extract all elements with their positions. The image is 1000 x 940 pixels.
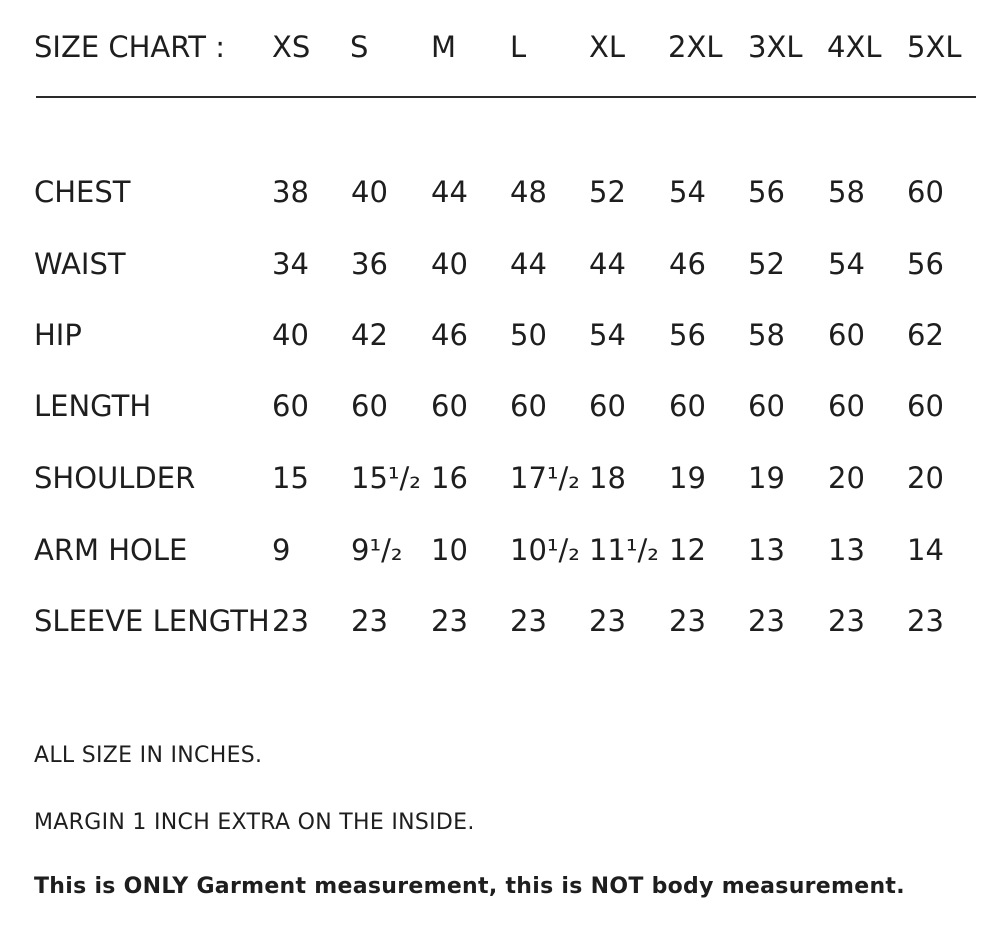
- table-cell: 40: [272, 318, 309, 352]
- table-cell: 14: [907, 533, 944, 567]
- table-cell: 17¹/₂: [510, 461, 580, 495]
- disclaimer-note: This is ONLY Garment measurement, this is NOT body measurement.: [34, 874, 905, 899]
- table-cell: 60: [907, 175, 944, 209]
- table-cell: 13: [828, 533, 865, 567]
- header-divider: [36, 96, 976, 98]
- table-cell: 23: [748, 604, 785, 638]
- table-cell: 56: [907, 247, 944, 281]
- table-cell: 44: [510, 247, 547, 281]
- table-cell: 56: [669, 318, 706, 352]
- table-cell: 23: [589, 604, 626, 638]
- table-cell: 9¹/₂: [351, 533, 403, 567]
- table-cell: 23: [272, 604, 309, 638]
- table-cell: 46: [669, 247, 706, 281]
- size-header-xs: XS: [272, 30, 311, 64]
- size-header-xl: XL: [589, 30, 626, 64]
- table-cell: 54: [828, 247, 865, 281]
- table-cell: 62: [907, 318, 944, 352]
- table-cell: 15: [272, 461, 309, 495]
- row-label-chest: CHEST: [34, 175, 131, 209]
- table-cell: 44: [431, 175, 468, 209]
- table-cell: 60: [510, 389, 547, 423]
- table-cell: 38: [272, 175, 309, 209]
- table-cell: 12: [669, 533, 706, 567]
- table-cell: 23: [351, 604, 388, 638]
- table-cell: 23: [907, 604, 944, 638]
- table-cell: 60: [669, 389, 706, 423]
- table-cell: 13: [748, 533, 785, 567]
- row-label-length: LENGTH: [34, 389, 152, 423]
- table-cell: 60: [589, 389, 626, 423]
- table-cell: 60: [748, 389, 785, 423]
- table-cell: 54: [589, 318, 626, 352]
- table-cell: 44: [589, 247, 626, 281]
- table-cell: 60: [828, 318, 865, 352]
- table-cell: 34: [272, 247, 309, 281]
- row-label-arm-hole: ARM HOLE: [34, 533, 188, 567]
- row-label-waist: WAIST: [34, 247, 126, 281]
- table-cell: 18: [589, 461, 626, 495]
- table-cell: 10: [431, 533, 468, 567]
- table-cell: 11¹/₂: [589, 533, 659, 567]
- table-cell: 23: [510, 604, 547, 638]
- table-cell: 60: [272, 389, 309, 423]
- table-cell: 54: [669, 175, 706, 209]
- size-header-5xl: 5XL: [907, 30, 962, 64]
- row-label-shoulder: SHOULDER: [34, 461, 196, 495]
- table-cell: 52: [748, 247, 785, 281]
- size-header-m: M: [431, 30, 457, 64]
- table-cell: 58: [828, 175, 865, 209]
- table-cell: 23: [669, 604, 706, 638]
- size-header-4xl: 4XL: [827, 30, 882, 64]
- size-header-3xl: 3XL: [748, 30, 803, 64]
- table-cell: 10¹/₂: [510, 533, 580, 567]
- table-cell: 23: [828, 604, 865, 638]
- table-cell: 50: [510, 318, 547, 352]
- table-cell: 58: [748, 318, 785, 352]
- table-cell: 40: [351, 175, 388, 209]
- table-cell: 60: [351, 389, 388, 423]
- table-cell: 40: [431, 247, 468, 281]
- table-cell: 19: [748, 461, 785, 495]
- table-cell: 23: [431, 604, 468, 638]
- size-header-2xl: 2XL: [668, 30, 723, 64]
- table-cell: 52: [589, 175, 626, 209]
- table-cell: 20: [907, 461, 944, 495]
- table-cell: 42: [351, 318, 388, 352]
- table-cell: 19: [669, 461, 706, 495]
- table-cell: 60: [907, 389, 944, 423]
- table-cell: 48: [510, 175, 547, 209]
- table-cell: 15¹/₂: [351, 461, 421, 495]
- table-cell: 56: [748, 175, 785, 209]
- row-label-sleeve-length: SLEEVE LENGTH: [34, 604, 270, 638]
- size-chart-title: SIZE CHART :: [34, 30, 226, 64]
- table-cell: 36: [351, 247, 388, 281]
- table-cell: 16: [431, 461, 468, 495]
- table-cell: 60: [828, 389, 865, 423]
- units-note: ALL SIZE IN INCHES.: [34, 743, 263, 768]
- table-cell: 20: [828, 461, 865, 495]
- size-header-l: L: [510, 30, 527, 64]
- table-cell: 60: [431, 389, 468, 423]
- size-header-s: S: [350, 30, 369, 64]
- margin-note: MARGIN 1 INCH EXTRA ON THE INSIDE.: [34, 810, 475, 835]
- table-cell: 9: [272, 533, 291, 567]
- row-label-hip: HIP: [34, 318, 82, 352]
- table-cell: 46: [431, 318, 468, 352]
